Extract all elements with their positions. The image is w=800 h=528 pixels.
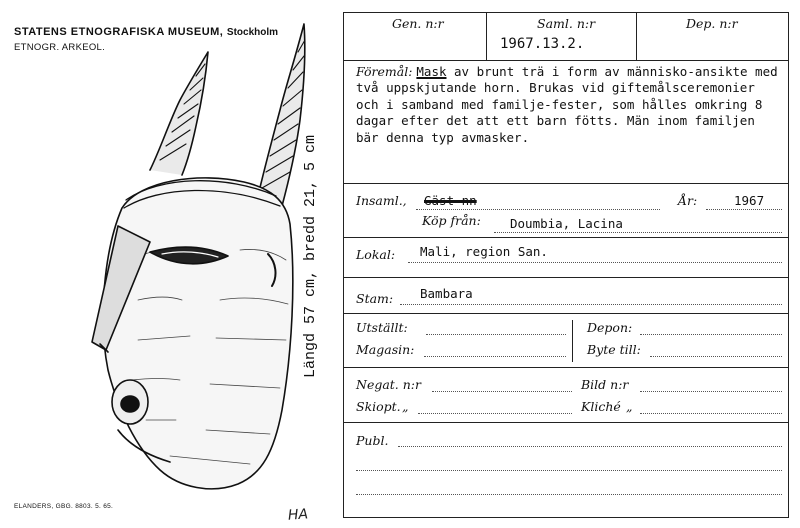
- locality-label: Lokal:: [356, 247, 396, 262]
- tribe-label: Stam:: [356, 291, 394, 306]
- picture-number-label: Bild n:r: [581, 377, 629, 392]
- dotted-line: [640, 334, 782, 335]
- exhibited-label: Utställt:: [356, 320, 408, 335]
- saml-number-label: Saml. n:r: [537, 16, 596, 31]
- dotted-line: [640, 391, 782, 392]
- dotted-line: [408, 262, 782, 263]
- ditto-mark: „: [402, 399, 409, 414]
- dimensions-text: Längd 57 cm, bredd 21, 5 cm: [302, 134, 319, 378]
- foremal-label: Föremål:: [356, 64, 413, 79]
- dotted-line: [706, 209, 782, 210]
- dep-number-label: Dep. n:r: [686, 16, 738, 31]
- tribe-value: Bambara: [420, 286, 473, 301]
- column-divider: [486, 12, 487, 60]
- divider: [343, 313, 789, 314]
- department-label: ETNOGR. ARKEOL.: [14, 42, 106, 53]
- gen-number-label: Gen. n:r: [392, 16, 444, 31]
- column-divider: [572, 320, 573, 362]
- museum-city: Stockholm: [226, 27, 279, 38]
- cataloguer-initials: HA: [287, 506, 309, 524]
- object-description-text: av brunt trä i form av människo-ansikte med två uppskjutande horn. Brukas vid giftemålsceremonier och i samband med familje-fester, som hålles omkring 8 dagar efter det att ett barn fötts. Män inom familjen bär denna typ avmasker.: [356, 64, 778, 145]
- divider: [343, 277, 789, 278]
- dotted-line: [640, 413, 782, 414]
- slide-label: Skiopt.: [356, 399, 401, 414]
- saml-number-value: 1967.13.2.: [500, 36, 585, 52]
- object-first-word: Mask: [416, 64, 447, 79]
- dotted-line: [432, 391, 572, 392]
- dotted-line: [356, 470, 782, 471]
- exchange-label: Byte till:: [587, 342, 641, 357]
- dotted-line: [400, 304, 782, 305]
- publication-label: Publ.: [356, 433, 389, 448]
- insaml-label: Insaml.,: [356, 193, 407, 208]
- dotted-line: [416, 209, 660, 210]
- object-description: [356, 64, 784, 146]
- dotted-line: [426, 334, 566, 335]
- dotted-line: [418, 413, 572, 414]
- mask-illustration: [0, 0, 340, 528]
- divider: [343, 60, 789, 61]
- purchase-from-value: Doumbia, Lacina: [510, 216, 623, 231]
- insaml-value: Gäst nn: [424, 193, 477, 208]
- printer-note: ELANDERS, GBG. 8803. 5. 65.: [14, 503, 114, 510]
- museum-name-text: STATENS ETNOGRAFISKA MUSEUM,: [14, 26, 224, 38]
- storage-label: Magasin:: [356, 342, 415, 357]
- purchase-from-label: Köp från:: [422, 213, 481, 228]
- year-value: 1967: [734, 193, 765, 208]
- deposit-label: Depon:: [587, 320, 633, 335]
- divider: [343, 183, 789, 184]
- dotted-line: [398, 446, 782, 447]
- divider: [343, 367, 789, 368]
- divider: [343, 422, 789, 423]
- year-label: År:: [678, 193, 698, 208]
- dotted-line: [424, 356, 566, 357]
- ditto-mark: „: [626, 399, 633, 414]
- divider: [343, 237, 789, 238]
- negative-number-label: Negat. n:r: [356, 377, 421, 392]
- dotted-line: [356, 494, 782, 495]
- dotted-line: [494, 232, 782, 233]
- column-divider: [636, 12, 637, 60]
- locality-value: Mali, region San.: [420, 244, 548, 259]
- cliche-label: Kliché: [581, 399, 621, 414]
- dotted-line: [650, 356, 782, 357]
